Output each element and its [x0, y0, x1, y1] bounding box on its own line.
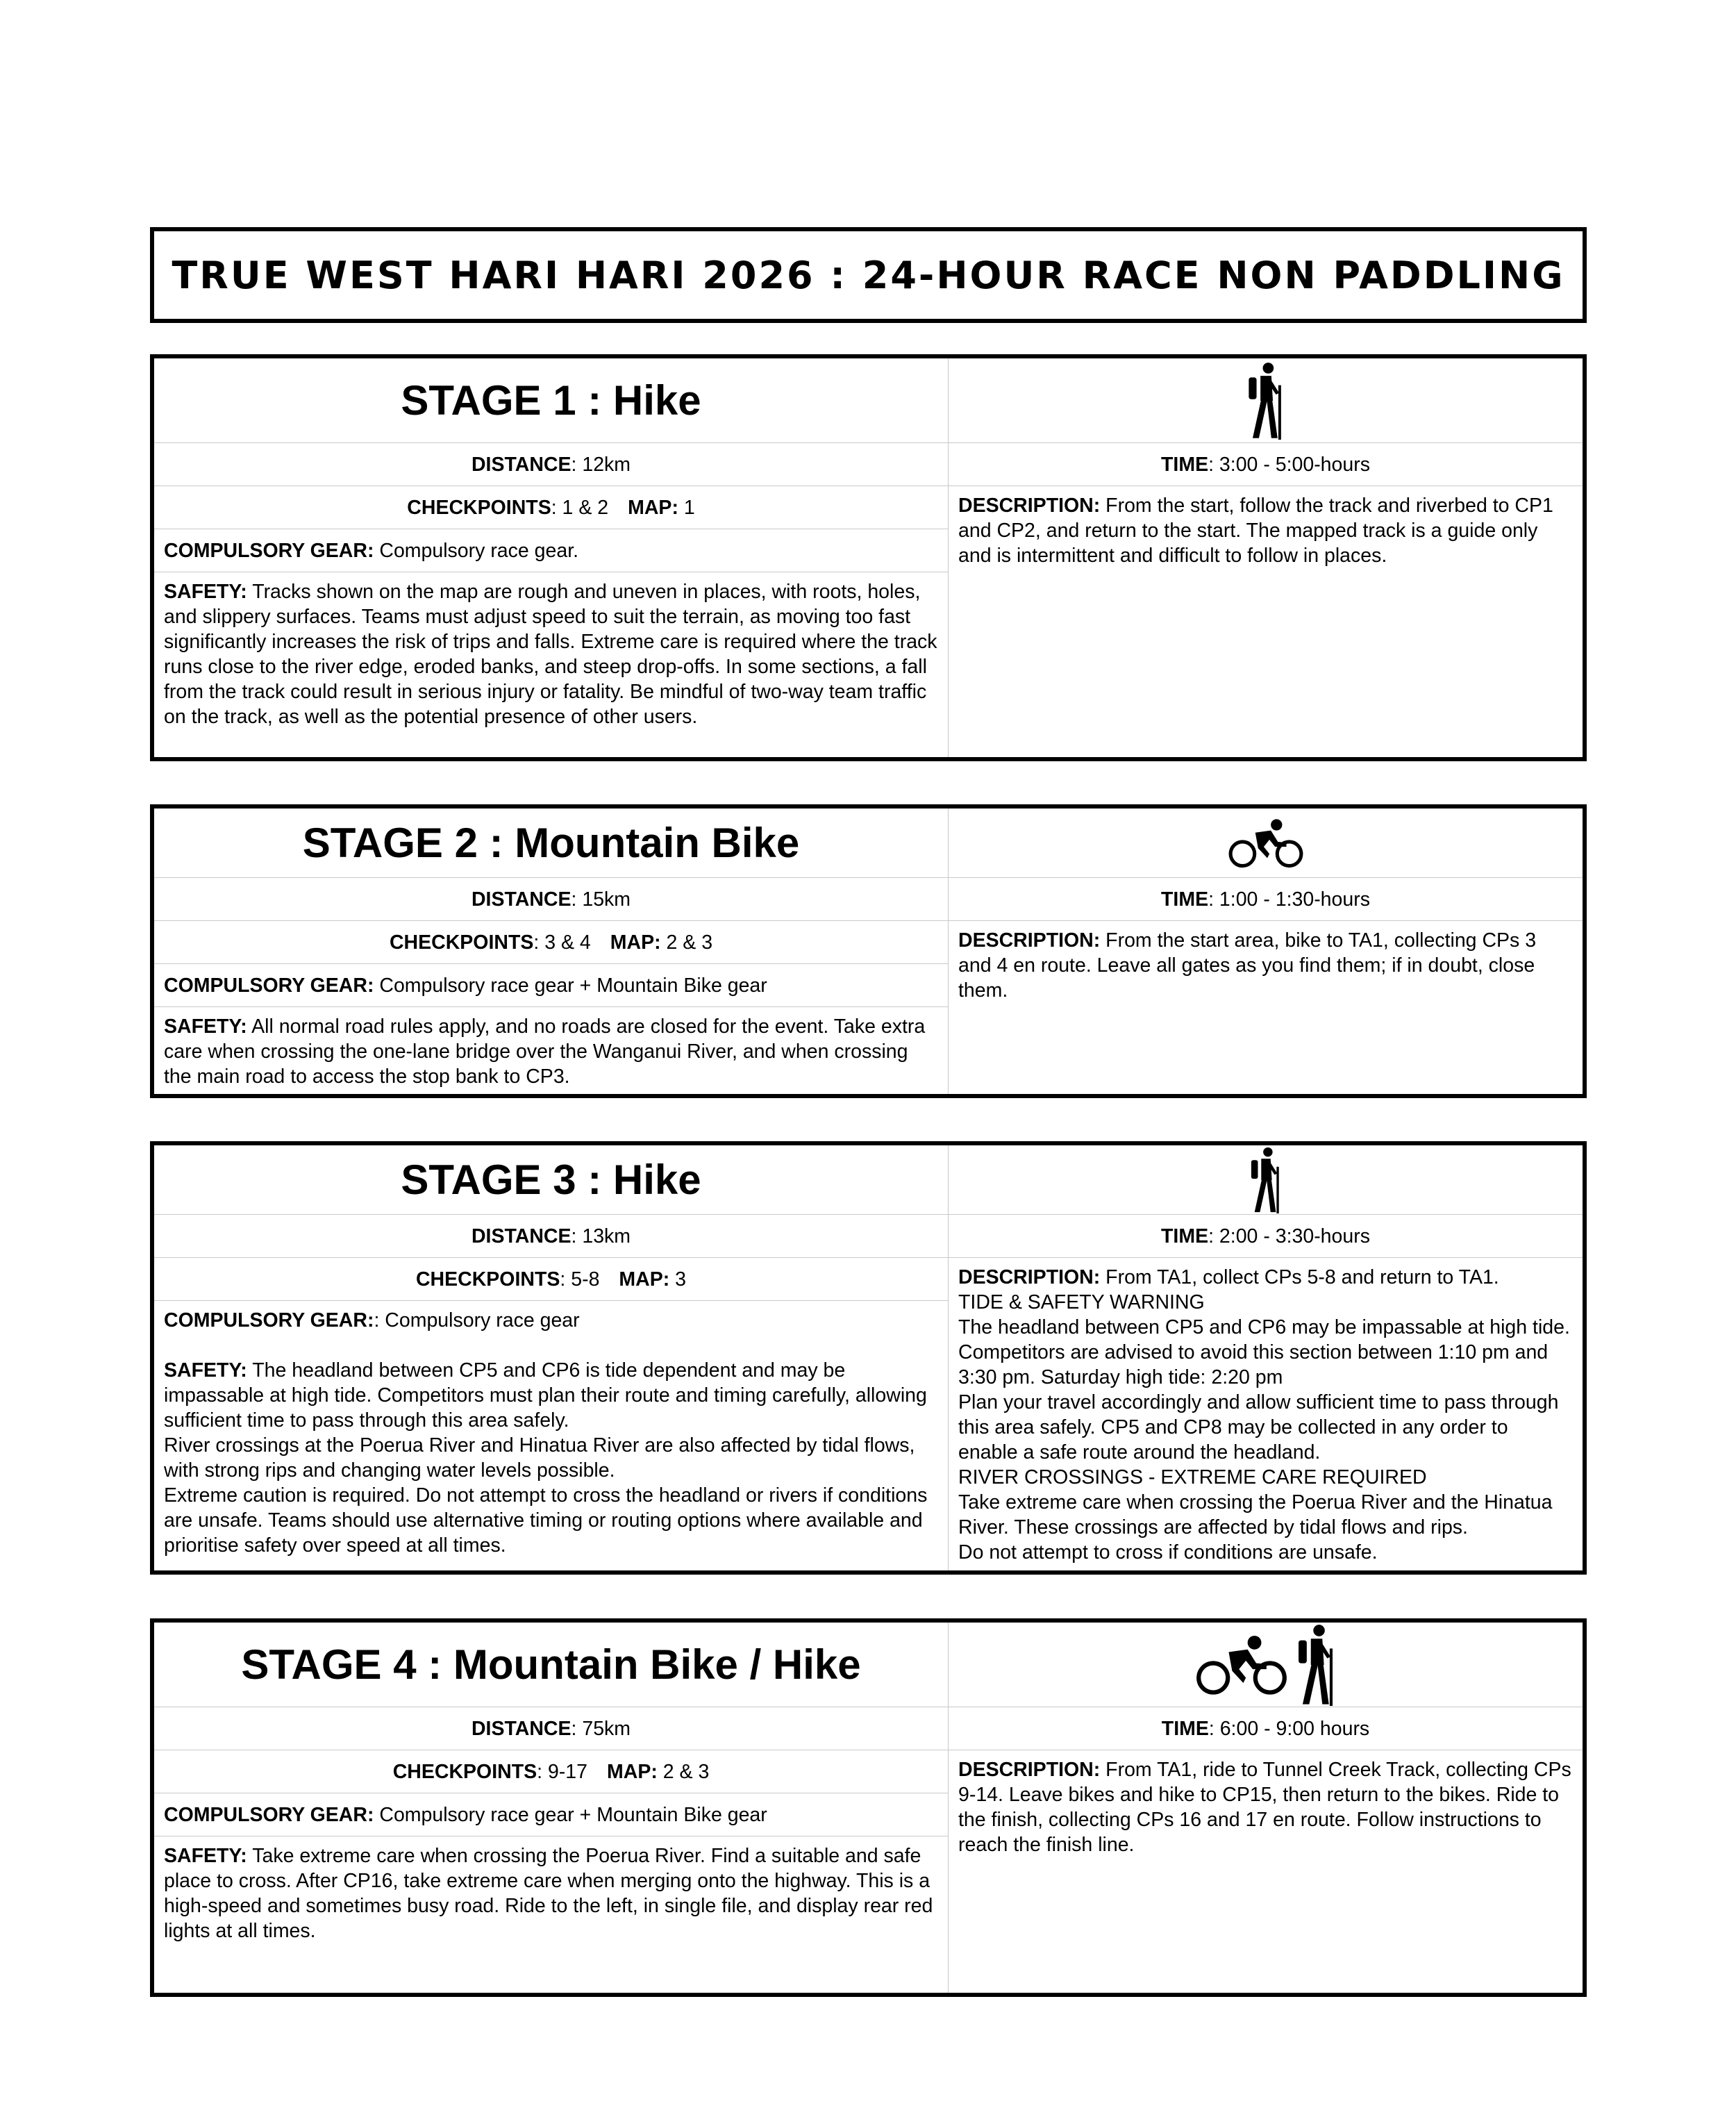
- safety-label: SAFETY:: [164, 581, 247, 603]
- distance-value: : 12km: [571, 453, 631, 476]
- gear-value: Compulsory race gear + Mountain Bike gear: [374, 1803, 767, 1826]
- stage-title-cell: [154, 808, 949, 878]
- map-value: 1: [678, 496, 695, 519]
- hiker-icon: [1249, 1147, 1283, 1213]
- checkpoints-value: : 9-17: [537, 1760, 588, 1783]
- time-value: : 6:00 - 9:00 hours: [1208, 1717, 1370, 1740]
- time-label: TIME: [1161, 453, 1209, 476]
- checkpoints-cell: [154, 1258, 949, 1301]
- distance-value: : 13km: [571, 1225, 631, 1247]
- page-title-box: [150, 227, 1587, 323]
- description-text: From TA1, collect CPs 5-8 and return to TA1.: [1100, 1266, 1499, 1288]
- safety-text: The headland between CP5 and CP6 is tide dependent and may be impassable at high tide. Competitors must plan their route and timing carefully, allowing sufficient time to pass through this area safely.: [164, 1359, 927, 1432]
- safety-text: Tracks shown on the map are rough and uneven in places, with roots, holes, and slippery surfaces. Teams must adjust speed to suit the terrain, as moving too fast significantly increases the risk of trips and falls. Extreme care is required where the track runs close to the river edge, eroded banks, and steep drop-offs. In some sections, a fall from the track could result in serious injury or fatality. Be mindful of two-way team traffic on the track, as well as the potential presence of other users.: [164, 581, 937, 728]
- stage-title-cell: [154, 1623, 949, 1707]
- description-cell: [949, 1750, 1583, 1993]
- description-cell: [949, 486, 1583, 757]
- description-label: DESCRIPTION:: [958, 1266, 1101, 1288]
- time-cell: [949, 1215, 1583, 1258]
- time-cell: [949, 1707, 1583, 1750]
- bike-icon: [1194, 1634, 1289, 1695]
- distance-label: DISTANCE: [471, 1225, 571, 1247]
- description-line: The headland between CP5 and CP6 may be impassable at high tide. Competitors are advised to avoid this section between 1:10 pm and 3:30 pm. Saturday high tide: 2:20 pm: [958, 1316, 1570, 1388]
- time-value: : 2:00 - 3:30-hours: [1208, 1225, 1370, 1247]
- hiker-icon: [1246, 362, 1285, 440]
- safety-label: SAFETY:: [164, 1359, 247, 1382]
- description-line: [958, 1265, 1573, 1290]
- distance-label: DISTANCE: [471, 453, 571, 476]
- stage-icon-cell: [949, 1623, 1583, 1707]
- time-cell: [949, 878, 1583, 921]
- gear-label: COMPULSORY GEAR:: [164, 539, 374, 562]
- stage-title: STAGE 4 : Mountain Bike / Hike: [241, 1641, 861, 1688]
- checkpoints-cell: [154, 921, 949, 964]
- stage-1-card: [150, 354, 1587, 761]
- stage-2-card: [150, 804, 1587, 1098]
- safety-line: Extreme caution is required. Do not attempt to cross the headland or rivers if conditions are unsafe. Teams should use alternative timing or routing options where available and prioritise safety over speed at all times.: [164, 1484, 928, 1557]
- description-cell: [949, 1258, 1583, 1570]
- stage-icon-cell: [949, 1145, 1583, 1215]
- gear-cell: [154, 964, 949, 1007]
- map-label: MAP:: [607, 1760, 658, 1783]
- distance-cell: [154, 443, 949, 486]
- safety-cell: [154, 572, 949, 757]
- map-value: 2 & 3: [660, 931, 713, 954]
- description-line: Do not attempt to cross if conditions are unsafe.: [958, 1541, 1378, 1564]
- stage-title-cell: [154, 358, 949, 443]
- distance-cell: [154, 1707, 949, 1750]
- gear-label: COMPULSORY GEAR:: [164, 1803, 374, 1826]
- description-label: DESCRIPTION:: [958, 1759, 1101, 1781]
- gear-line: [164, 1308, 938, 1333]
- stage-icon-cell: [949, 808, 1583, 878]
- stage-3-card: [150, 1141, 1587, 1575]
- description-line: RIVER CROSSINGS - EXTREME CARE REQUIRED: [958, 1466, 1427, 1488]
- time-value: : 3:00 - 5:00-hours: [1208, 453, 1370, 476]
- page-title: TRUE WEST HARI HARI 2026 : 24-HOUR RACE NON PADDLING: [172, 253, 1565, 297]
- safety-text: All normal road rules apply, and no roads are closed for the event. Take extra care when crossing the one-lane bridge over the Wanganui River, and when crossing the main road to access the stop bank to CP3.: [164, 1015, 926, 1088]
- gear-label: COMPULSORY GEAR:: [164, 1309, 374, 1332]
- safety-label: SAFETY:: [164, 1015, 247, 1038]
- checkpoints-cell: [154, 486, 949, 529]
- safety-text: Take extreme care when crossing the Poerua River. Find a suitable and safe place to cross. After CP16, take extreme care when merging onto the highway. This is a high-speed and sometimes busy road. Ride to the left, in single file, and display rear red lights at all times.: [164, 1845, 933, 1942]
- time-label: TIME: [1161, 1717, 1209, 1740]
- description-text: From TA1, ride to Tunnel Creek Track, collecting CPs 9-14. Leave bikes and hike to CP15, then return to the bikes. Ride to the finish, collecting CPs 16 and 17 en route. Follow instructions to reach the finish line.: [958, 1759, 1571, 1856]
- hiker-icon: [1296, 1624, 1337, 1706]
- checkpoints-value: : 5-8: [560, 1268, 600, 1291]
- map-value: 3: [669, 1268, 687, 1291]
- stage-title: STAGE 2 : Mountain Bike: [302, 819, 800, 866]
- gear-value: Compulsory race gear.: [374, 539, 579, 562]
- stage-title: STAGE 3 : Hike: [401, 1156, 701, 1203]
- stage-title-cell: [154, 1145, 949, 1215]
- distance-label: DISTANCE: [471, 888, 571, 911]
- distance-label: DISTANCE: [471, 1717, 571, 1740]
- description-line: Plan your travel accordingly and allow sufficient time to pass through this area safely. CP5 and CP8 may be collected in any order to enable a safe route around the headland.: [958, 1391, 1559, 1463]
- description-label: DESCRIPTION:: [958, 929, 1101, 952]
- checkpoints-cell: [154, 1750, 949, 1793]
- stage-title: STAGE 1 : Hike: [401, 376, 701, 424]
- bike-icon: [1227, 818, 1305, 868]
- stage-4-card: [150, 1618, 1587, 1997]
- gear-value: Compulsory race gear + Mountain Bike gear: [374, 974, 767, 997]
- gear-cell: [154, 529, 949, 572]
- checkpoints-label: CHECKPOINTS: [415, 1268, 560, 1291]
- time-label: TIME: [1161, 888, 1209, 911]
- safety-line: River crossings at the Poerua River and Hinatua River are also affected by tidal flows, with strong rips and changing water levels possible.: [164, 1434, 915, 1482]
- map-label: MAP:: [628, 496, 678, 519]
- checkpoints-label: CHECKPOINTS: [407, 496, 551, 519]
- gear-value: : Compulsory race gear: [374, 1309, 580, 1332]
- map-label: MAP:: [619, 1268, 670, 1291]
- distance-cell: [154, 1215, 949, 1258]
- gear-label: COMPULSORY GEAR:: [164, 974, 374, 997]
- map-value: 2 & 3: [657, 1760, 710, 1783]
- description-text: From the start, follow the track and riverbed to CP1 and CP2, and return to the start. The mapped track is a guide only and is intermittent and difficult to follow in places.: [958, 495, 1553, 567]
- safety-line: [164, 1358, 938, 1433]
- description-line: Take extreme care when crossing the Poerua River and the Hinatua River. These crossings are affected by tidal flows and rips.: [958, 1491, 1553, 1538]
- stage-icon-cell: [949, 358, 1583, 443]
- distance-value: : 75km: [571, 1717, 631, 1740]
- description-line: TIDE & SAFETY WARNING: [958, 1291, 1205, 1313]
- description-cell: [949, 921, 1583, 1094]
- time-cell: [949, 443, 1583, 486]
- checkpoints-value: : 3 & 4: [533, 931, 591, 954]
- gear-cell: [154, 1793, 949, 1836]
- gear-safety-cell: [154, 1301, 949, 1570]
- time-label: TIME: [1161, 1225, 1209, 1247]
- time-value: : 1:00 - 1:30-hours: [1208, 888, 1370, 911]
- checkpoints-label: CHECKPOINTS: [392, 1760, 537, 1783]
- checkpoints-label: CHECKPOINTS: [389, 931, 534, 954]
- checkpoints-value: : 1 & 2: [551, 496, 609, 519]
- safety-label: SAFETY:: [164, 1845, 247, 1867]
- safety-cell: [154, 1007, 949, 1094]
- description-text: From the start area, bike to TA1, collecting CPs 3 and 4 en route. Leave all gates as you find them; if in doubt, close them.: [958, 929, 1537, 1002]
- description-label: DESCRIPTION:: [958, 495, 1101, 517]
- distance-cell: [154, 878, 949, 921]
- distance-value: : 15km: [571, 888, 631, 911]
- map-label: MAP:: [610, 931, 661, 954]
- safety-cell: [154, 1836, 949, 1993]
